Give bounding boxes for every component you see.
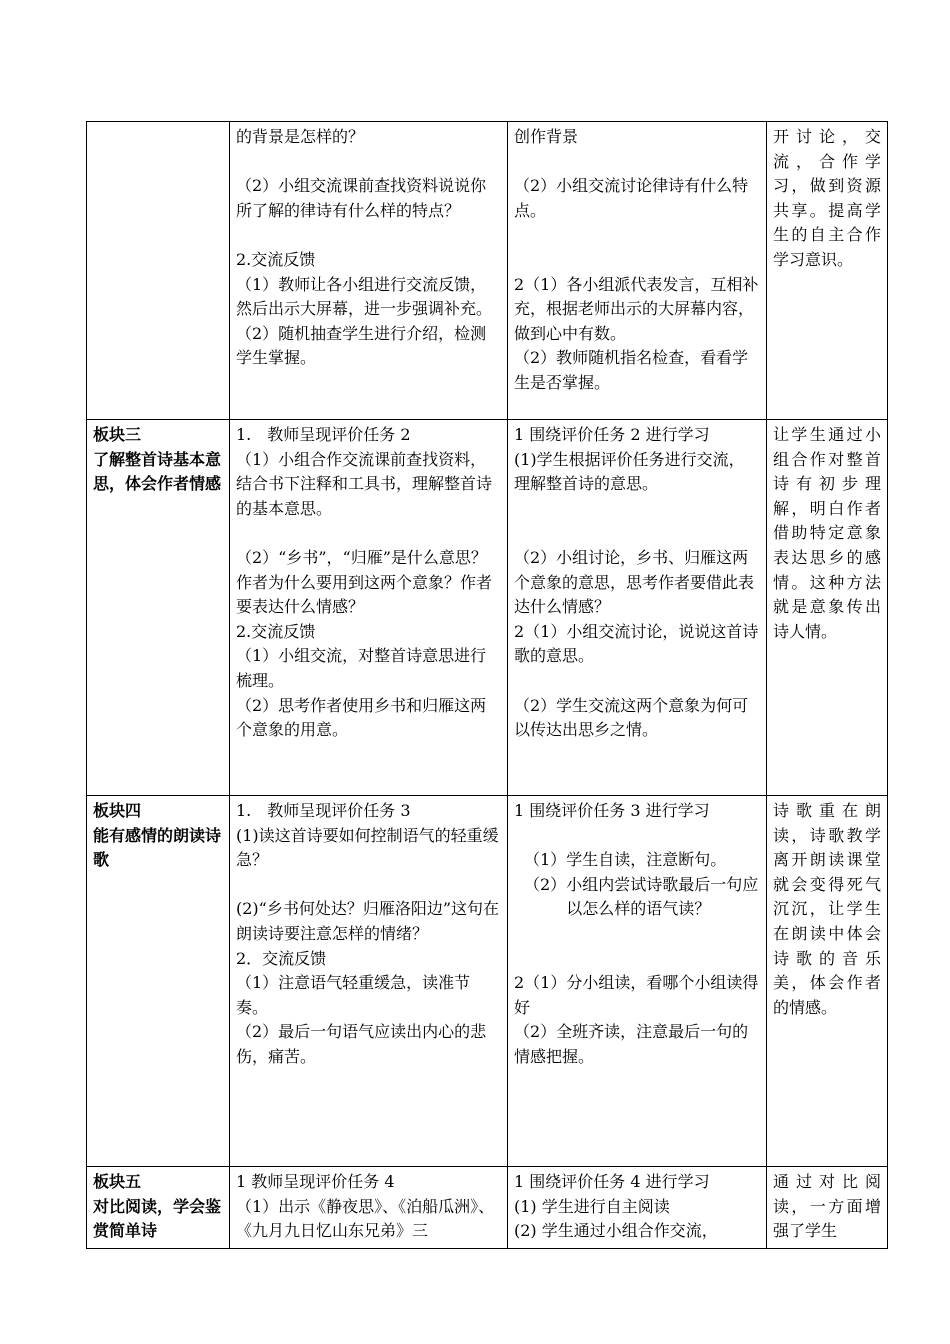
- text-line: 1 围绕评价任务 3 进行学习: [514, 801, 710, 820]
- list-text: 学生自读，注意断句。: [566, 850, 727, 870]
- text-line: 诗歌重在朗读，诗歌教学离开朗读课堂就会变得死气沉沉，让学生在朗读中体会诗歌的音乐美，体会作者的情感。: [773, 801, 881, 1017]
- text-line: （2）最后一句语气应读出内心的悲伤，痛苦。: [236, 1022, 487, 1066]
- section-title: 板块三: [93, 425, 142, 444]
- text-line: （2）小组交流课前查找资料说说你所了解的律诗有什么样的特点？: [236, 176, 487, 220]
- text-line: 2（1）各小组派代表发言，互相补充，根据老师出示的大屏幕内容，做到心中有数。: [514, 274, 759, 343]
- student-activity-cell: [508, 1167, 767, 1249]
- design-intent-cell: [767, 796, 888, 1167]
- text-line: （1）出示《静夜思》、《泊船瓜洲》、《九月九日忆山东兄弟》三: [236, 1196, 495, 1241]
- table-row: [87, 1167, 888, 1249]
- list-item: [514, 848, 760, 873]
- text-line: 1 教师呈现评价任务 4: [236, 1172, 395, 1191]
- text-line: （2）“乡书”，“归雁”是什么意思？作者为什么要用到这两个意象？作者要表达什么情感？: [236, 547, 493, 617]
- text-line: 2．交流反馈: [236, 948, 327, 968]
- text-line: 通过对比阅读，一方面增强了学生: [773, 1172, 881, 1241]
- text-line: 的背景是怎样的？: [236, 127, 365, 146]
- design-intent-cell: [767, 420, 888, 796]
- text-line: 2.交流反馈: [236, 249, 316, 269]
- text-line: （2）教师随机指名检查，看看学生是否掌握。: [514, 348, 749, 392]
- table-row: [87, 420, 888, 796]
- section-cell: [87, 1167, 230, 1249]
- text-line: （2）小组讨论，乡书、归雁这两个意象的意思，思考作者要借此表达什么情感？: [514, 547, 755, 617]
- text-line: 创作背景: [514, 127, 579, 146]
- text-line: （2）学生交流这两个意象为何可以传达出思乡之情。: [514, 695, 749, 740]
- section-subtitle: 了解整首诗基本意思，体会作者情感: [93, 449, 222, 494]
- text-line: （2）思考作者使用乡书和归雁这两个意象的用意。: [236, 695, 487, 740]
- text-line: (1) 学生进行自主阅读: [514, 1196, 670, 1216]
- section-subtitle: 能有感情的朗读诗歌: [93, 825, 222, 870]
- teacher-activity-cell: [230, 1167, 508, 1249]
- text-line: (2) 学生通过小组合作交流，: [514, 1221, 718, 1241]
- list-number: （2）: [524, 874, 567, 894]
- section-cell: [87, 796, 230, 1167]
- student-activity-cell: [508, 420, 767, 796]
- section-title: 板块四: [93, 801, 142, 820]
- teacher-activity-cell: [230, 122, 508, 420]
- section-subtitle: 对比阅读，学会鉴赏简单诗: [93, 1196, 222, 1241]
- text-line: 2（1）小组交流讨论，说说这首诗歌的意思。: [514, 621, 759, 666]
- text-line: （2）小组交流讨论律诗有什么特点。: [514, 176, 749, 220]
- list-number: （1）: [524, 850, 567, 870]
- section-cell: [87, 122, 230, 420]
- text-line: 2（1）分小组读，看哪个小组读得好: [514, 973, 759, 1017]
- teacher-activity-cell: [230, 796, 508, 1167]
- design-intent-cell: [767, 122, 888, 420]
- text-line: (2)“乡书何处达？归雁洛阳边”这句在朗读诗要注意怎样的情绪？: [236, 899, 500, 943]
- text-line: (1)读这首诗要如何控制语气的轻重缓急？: [236, 825, 499, 870]
- text-line: （2）随机抽查学生进行介绍，检测学生掌握。: [236, 323, 487, 368]
- student-activity-cell: [508, 122, 767, 420]
- section-title: 板块五: [93, 1172, 142, 1191]
- text-line: 1 围绕评价任务 2 进行学习: [514, 425, 710, 444]
- text-line: （1）小组交流，对整首诗意思进行梳理。: [236, 646, 487, 690]
- text-line: 开讨论，交流，合作学习，做到资源共享。提高学生的自主合作学习意识。: [773, 127, 881, 269]
- text-line: (1)学生根据评价任务进行交流，理解整首诗的意思。: [514, 449, 745, 494]
- table-row: [87, 796, 888, 1167]
- text-line: 让学生通过小组合作对整首诗有初步理解，明白作者借助特定意象表达思乡的感情。这种方法就是意象传出诗人情。: [773, 425, 881, 641]
- text-line: （2）全班齐读，注意最后一句的情感把握。: [514, 1022, 749, 1066]
- list-item: [514, 873, 760, 922]
- text-line: 2.交流反馈: [236, 621, 316, 641]
- section-cell: [87, 420, 230, 796]
- text-line: （1）注意语气轻重缓急，读准节奏。: [236, 973, 471, 1017]
- text-line: 1. 教师呈现评价任务 2: [236, 425, 411, 444]
- teacher-activity-cell: [230, 420, 508, 796]
- table-row: [87, 122, 888, 420]
- list-text: 小组内尝试诗歌最后一句应以怎么样的语气读？: [566, 874, 759, 919]
- text-line: （1）教师让各小组进行交流反馈，然后出示大屏幕，进一步强调补充。: [236, 274, 493, 319]
- design-intent-cell: [767, 1167, 888, 1249]
- text-line: 1. 教师呈现评价任务 3: [236, 801, 411, 820]
- text-line: （1）小组合作交流课前查找资料，结合书下注释和工具书，理解整首诗的基本意思。: [236, 449, 493, 518]
- lesson-plan-table: [86, 121, 888, 1249]
- student-activity-cell: [508, 796, 767, 1167]
- text-line: 1 围绕评价任务 4 进行学习: [514, 1172, 710, 1191]
